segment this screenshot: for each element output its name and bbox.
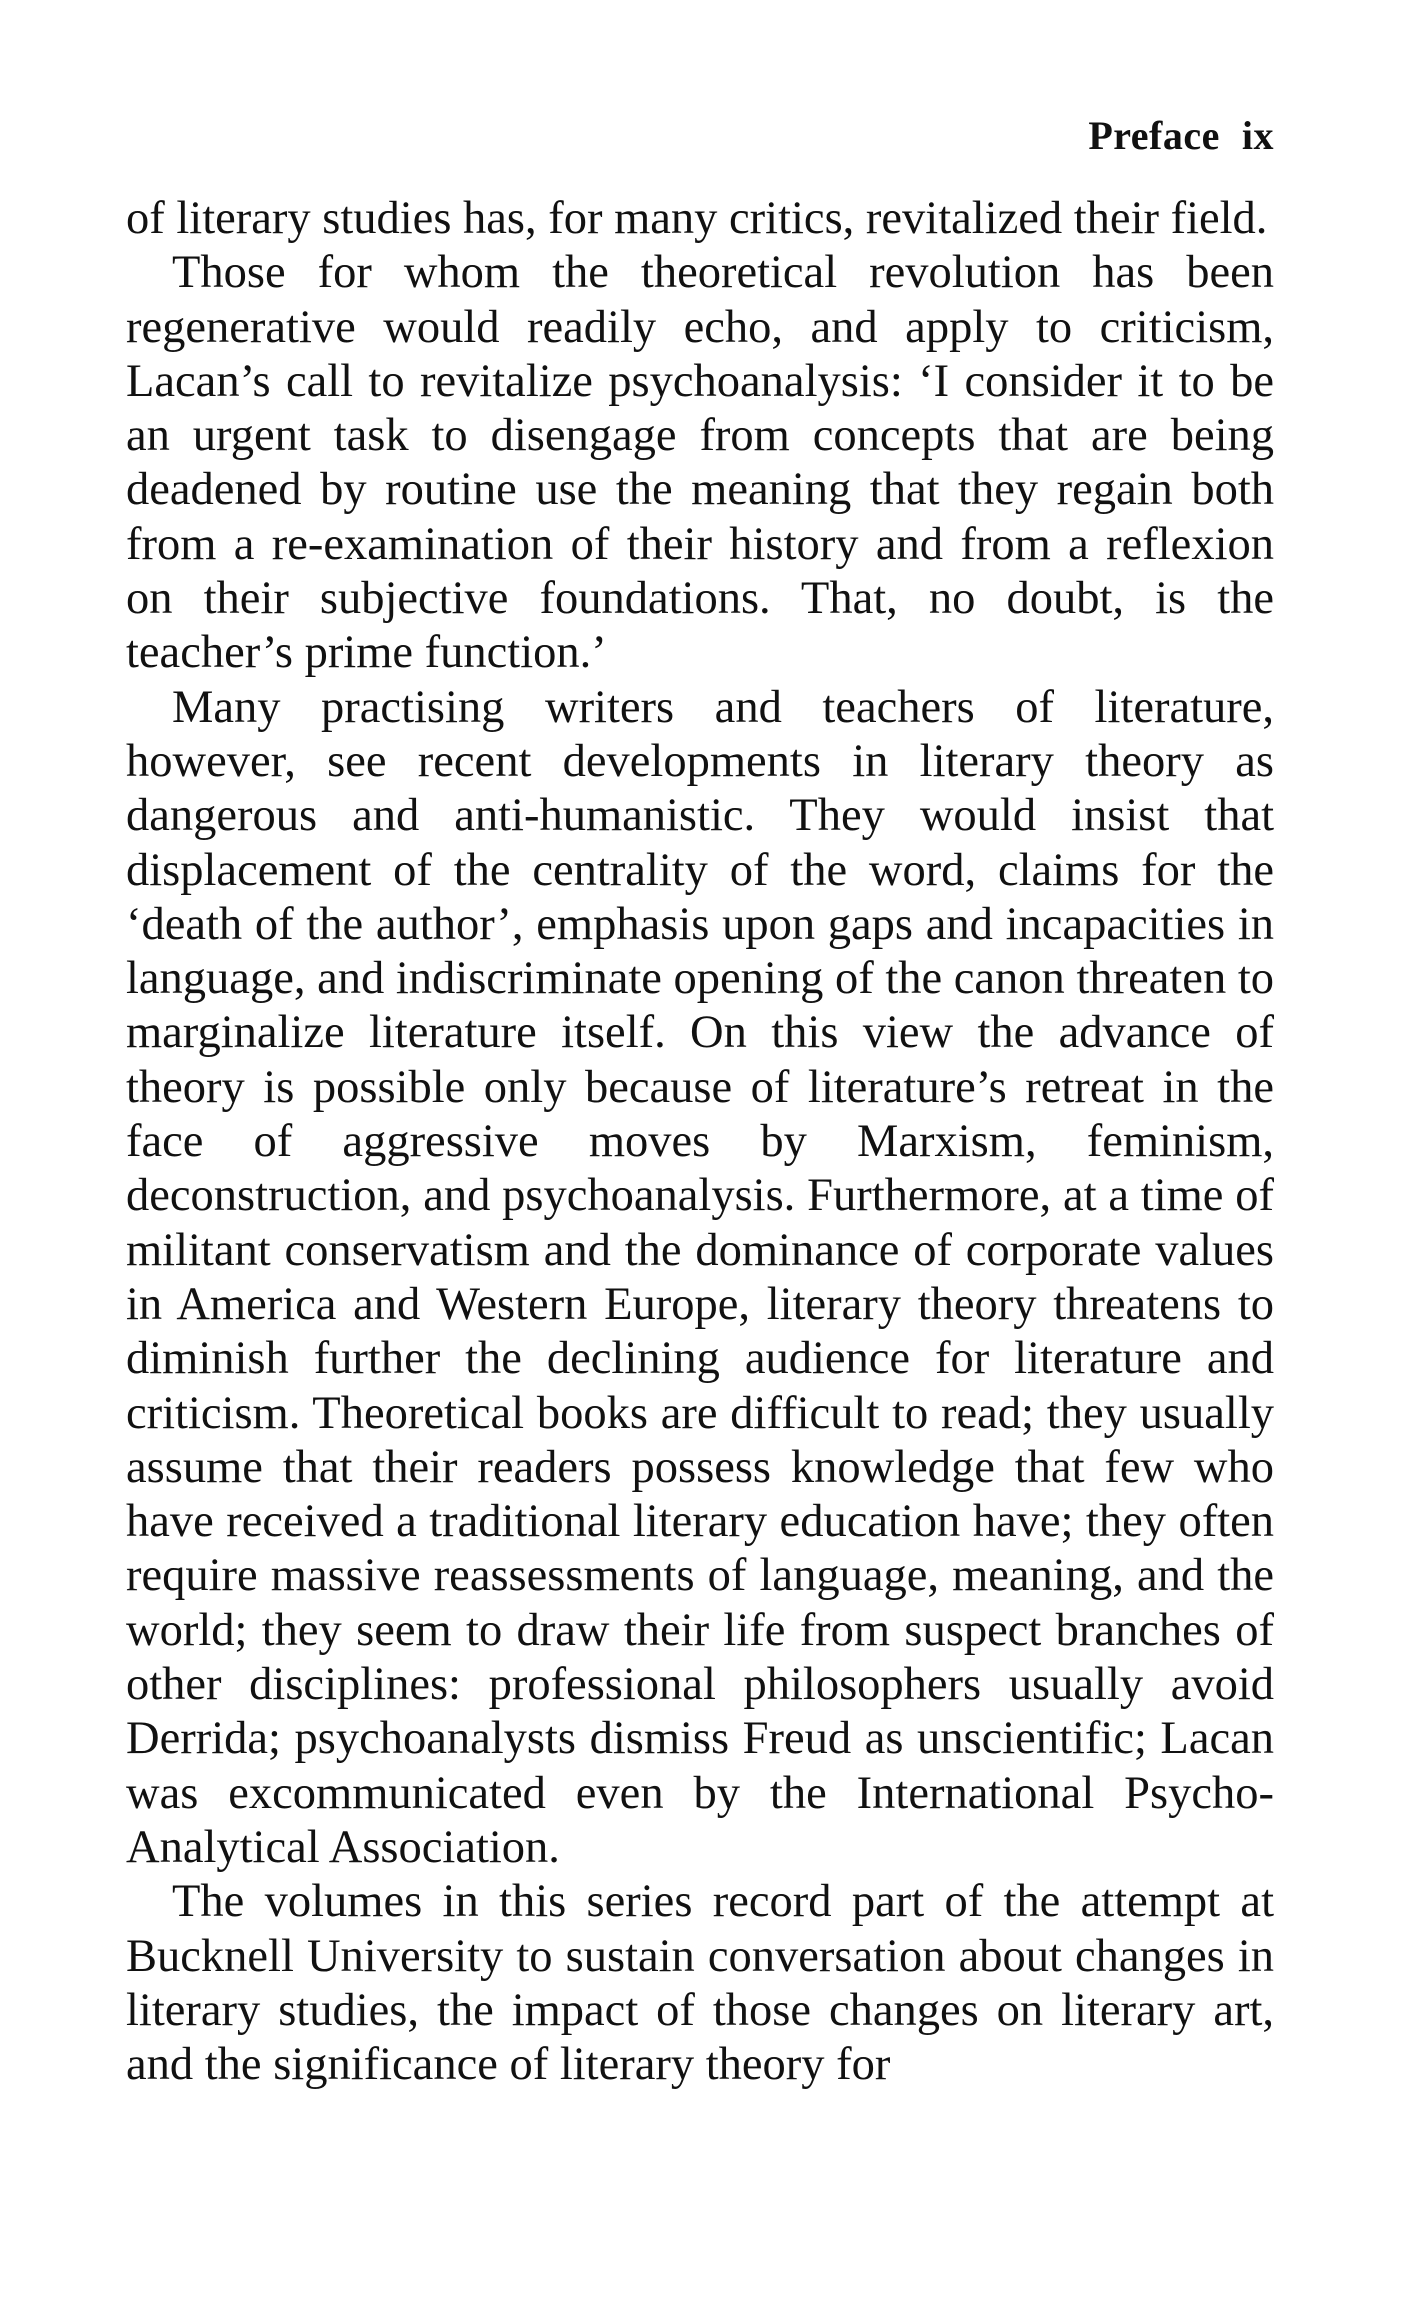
paragraph-critics-objections: Many practising writers and teachers of literature, however, see recent developments in literary theory as dangerous and anti-humanistic. They would insist that displacement of the centrality of the word, claims for the ‘death of the author’, emphasis upon gaps and incapacities in language, and indiscriminate opening of the canon threaten to marginalize literature itself. On this view the advance of theory is possible only because of literature’s retreat in the face of aggressive moves by Marxism, feminism, deconstruction, and psychoanalysis. Furthermore, at a time of militant conservatism and the dominance of corporate values in America and Western Europe, literary theory threatens to diminish further the declining audience for literature and criticism. Theoretical books are difficult to read; they usually assume that their readers possess knowledge that few who have received a traditional literary education have; they often require massive reassessments of language, meaning, and the world; they seem to draw their life from suspect branches of other disciplines: professional philosophers usually avoid Derrida; psychoanalysts dismiss Freud as unscientific; Lacan was excommunicated even by the International Psycho-Analytical Association.	[126, 681, 1274, 1873]
page-number: ix	[1241, 113, 1274, 158]
running-head-title: Preface	[1088, 113, 1220, 158]
paragraph-lacan-quote: Those for whom the theoretical revolution has been regenerative would readily echo, and apply to criticism, Lacan’s call to revitalize psychoanalysis: ‘I consider it to be an urgent task to disengage from concepts that are being deadened by routine use the meaning that they regain both from a re-examination of their history and from a reflexion on their subjective foundations. That, no doubt, is the teacher’s prime function.’	[126, 247, 1274, 679]
paragraph-series-purpose: The volumes in this series record part of the attempt at Bucknell University to sustain conversation about changes in literary studies, the impact of those changes on literary art, and the significance of literary theory for	[126, 1876, 1274, 2091]
paragraph-continuation: of literary studies has, for many critics, revitalized their field.	[126, 193, 1268, 244]
body-text	[126, 192, 1274, 2092]
running-head	[1088, 112, 1274, 159]
